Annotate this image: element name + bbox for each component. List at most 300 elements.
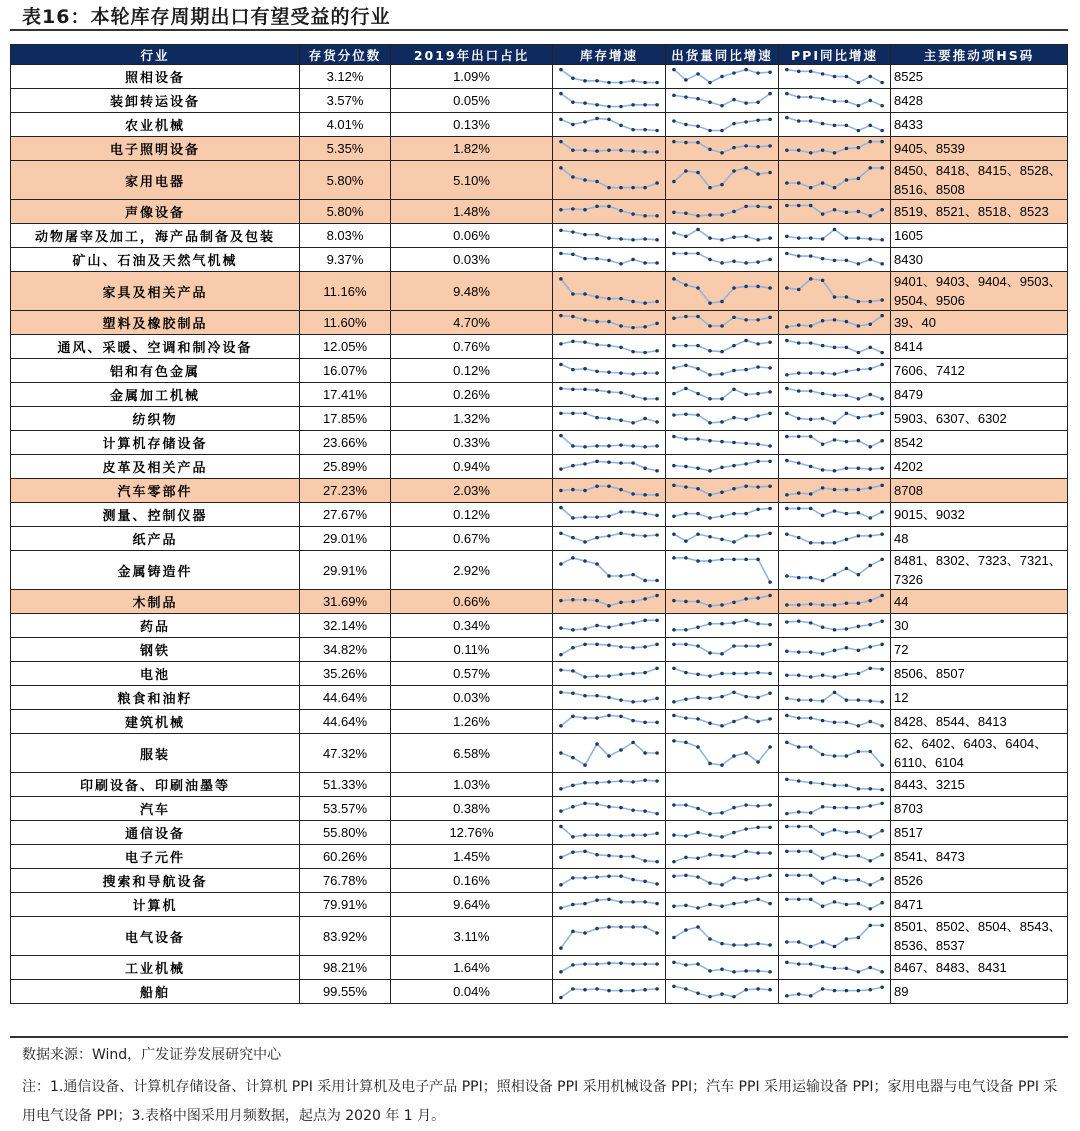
- sparkline-icon: [666, 89, 778, 112]
- table-row: [11, 590, 1068, 614]
- ppi-yoy-sparkline: [779, 200, 891, 224]
- table-row: [11, 137, 1068, 161]
- ppi-yoy-sparkline: [779, 455, 891, 479]
- export-share: 12.76%: [391, 821, 553, 845]
- table-row: [11, 638, 1068, 662]
- industry-name: 照相设备: [11, 65, 300, 89]
- header-industry: 行业: [11, 45, 300, 65]
- table-row: [11, 503, 1068, 527]
- shipment-yoy-sparkline: [666, 455, 779, 479]
- sparkline-icon: [779, 200, 890, 223]
- shipment-yoy-sparkline: [666, 869, 779, 893]
- ppi-yoy-sparkline: [779, 956, 891, 980]
- export-share: 0.03%: [391, 248, 553, 272]
- ppi-yoy-sparkline: [779, 527, 891, 551]
- hs-codes: 8519、8521、8518、8523: [891, 200, 1068, 224]
- export-share: 5.10%: [391, 161, 553, 200]
- shipment-yoy-sparkline: [666, 917, 779, 956]
- export-share: 9.64%: [391, 893, 553, 917]
- sparkline-icon: [779, 527, 890, 550]
- inventory-percentile: 4.01%: [300, 113, 391, 137]
- industry-name: 电子照明设备: [11, 137, 300, 161]
- shipment-yoy-sparkline: [666, 710, 779, 734]
- ppi-yoy-sparkline: [779, 248, 891, 272]
- export-share: 4.70%: [391, 311, 553, 335]
- industry-name: 装卸转运设备: [11, 89, 300, 113]
- sparkline-icon: [553, 527, 665, 550]
- sparkline-icon: [666, 552, 778, 588]
- export-share: 0.04%: [391, 980, 553, 1004]
- ppi-yoy-sparkline: [779, 161, 891, 200]
- header-ppi-yoy: PPI同比增速: [779, 45, 891, 65]
- sparkline-icon: [666, 773, 778, 796]
- sparkline-icon: [553, 65, 665, 88]
- export-share: 1.48%: [391, 200, 553, 224]
- inventory-percentile: 3.57%: [300, 89, 391, 113]
- sparkline-icon: [553, 335, 665, 358]
- hs-codes: 8481、8302、7323、7321、7326: [891, 551, 1068, 590]
- sparkline-icon: [779, 311, 890, 334]
- ppi-yoy-sparkline: [779, 734, 891, 773]
- ppi-yoy-sparkline: [779, 224, 891, 248]
- inventory-growth-sparkline: [553, 662, 666, 686]
- inventory-percentile: 32.14%: [300, 614, 391, 638]
- inventory-percentile: 25.89%: [300, 455, 391, 479]
- export-share: 3.11%: [391, 917, 553, 956]
- shipment-yoy-sparkline: [666, 614, 779, 638]
- ppi-yoy-sparkline: [779, 590, 891, 614]
- sparkline-icon: [779, 335, 890, 358]
- sparkline-icon: [666, 503, 778, 526]
- sparkline-icon: [779, 821, 890, 844]
- hs-codes: 48: [891, 527, 1068, 551]
- inventory-growth-sparkline: [553, 161, 666, 200]
- shipment-yoy-sparkline: [666, 956, 779, 980]
- shipment-yoy-sparkline: [666, 407, 779, 431]
- inventory-growth-sparkline: [553, 89, 666, 113]
- ppi-yoy-sparkline: [779, 662, 891, 686]
- inventory-growth-sparkline: [553, 614, 666, 638]
- hs-codes: 44: [891, 590, 1068, 614]
- shipment-yoy-sparkline: [666, 590, 779, 614]
- sparkline-icon: [553, 918, 665, 954]
- industry-name: 家具及相关产品: [11, 272, 300, 311]
- sparkline-icon: [666, 918, 778, 954]
- industry-name: 木制品: [11, 590, 300, 614]
- inventory-growth-sparkline: [553, 821, 666, 845]
- inventory-percentile: 12.05%: [300, 335, 391, 359]
- sparkline-icon: [666, 311, 778, 334]
- ppi-yoy-sparkline: [779, 272, 891, 311]
- sparkline-icon: [666, 614, 778, 637]
- inventory-growth-sparkline: [553, 113, 666, 137]
- inventory-growth-sparkline: [553, 407, 666, 431]
- table-row: [11, 527, 1068, 551]
- export-share: 1.45%: [391, 845, 553, 869]
- hs-codes: 30: [891, 614, 1068, 638]
- sparkline-icon: [553, 845, 665, 868]
- export-share: 0.34%: [391, 614, 553, 638]
- table-row: [11, 773, 1068, 797]
- table-row: [11, 455, 1068, 479]
- sparkline-icon: [553, 407, 665, 430]
- inventory-percentile: 44.64%: [300, 686, 391, 710]
- inventory-percentile: 27.67%: [300, 503, 391, 527]
- inventory-growth-sparkline: [553, 503, 666, 527]
- ppi-yoy-sparkline: [779, 113, 891, 137]
- inventory-percentile: 76.78%: [300, 869, 391, 893]
- sparkline-icon: [779, 383, 890, 406]
- shipment-yoy-sparkline: [666, 686, 779, 710]
- sparkline-icon: [666, 869, 778, 892]
- sparkline-icon: [666, 686, 778, 709]
- table-row: [11, 479, 1068, 503]
- shipment-yoy-sparkline: [666, 893, 779, 917]
- sparkline-icon: [553, 662, 665, 685]
- table-header-row: [11, 45, 1068, 65]
- table-row: [11, 248, 1068, 272]
- sparkline-icon: [553, 590, 665, 613]
- inventory-percentile: 34.82%: [300, 638, 391, 662]
- hs-codes: 8517: [891, 821, 1068, 845]
- table-row: [11, 845, 1068, 869]
- export-share: 0.12%: [391, 503, 553, 527]
- export-share: 0.05%: [391, 89, 553, 113]
- sparkline-icon: [666, 479, 778, 502]
- sparkline-icon: [779, 893, 890, 916]
- table-row: [11, 407, 1068, 431]
- ppi-yoy-sparkline: [779, 821, 891, 845]
- inventory-percentile: 17.85%: [300, 407, 391, 431]
- shipment-yoy-sparkline: [666, 980, 779, 1004]
- ppi-yoy-sparkline: [779, 503, 891, 527]
- industry-name: 农业机械: [11, 113, 300, 137]
- industry-name: 粮食和油籽: [11, 686, 300, 710]
- inventory-growth-sparkline: [553, 710, 666, 734]
- inventory-growth-sparkline: [553, 383, 666, 407]
- export-share: 6.58%: [391, 734, 553, 773]
- inventory-growth-sparkline: [553, 773, 666, 797]
- industry-name: 印刷设备、印刷油墨等: [11, 773, 300, 797]
- shipment-yoy-sparkline: [666, 89, 779, 113]
- inventory-growth-sparkline: [553, 137, 666, 161]
- sparkline-icon: [779, 162, 890, 198]
- hs-codes: 8428: [891, 89, 1068, 113]
- inventory-percentile: 31.69%: [300, 590, 391, 614]
- sparkline-icon: [553, 113, 665, 136]
- industry-name: 计算机存储设备: [11, 431, 300, 455]
- inventory-growth-sparkline: [553, 956, 666, 980]
- ppi-yoy-sparkline: [779, 797, 891, 821]
- sparkline-icon: [666, 407, 778, 430]
- hs-codes: 9401、9403、9404、9503、9504、9506: [891, 272, 1068, 311]
- export-share: 0.03%: [391, 686, 553, 710]
- hs-codes: 39、40: [891, 311, 1068, 335]
- ppi-yoy-sparkline: [779, 980, 891, 1004]
- shipment-yoy-sparkline: [666, 527, 779, 551]
- inventory-percentile: 53.57%: [300, 797, 391, 821]
- industry-name: 纸产品: [11, 527, 300, 551]
- export-share: 0.38%: [391, 797, 553, 821]
- sparkline-icon: [666, 248, 778, 271]
- shipment-yoy-sparkline: [666, 200, 779, 224]
- ppi-yoy-sparkline: [779, 686, 891, 710]
- inventory-growth-sparkline: [553, 590, 666, 614]
- inventory-percentile: 3.12%: [300, 65, 391, 89]
- export-share: 1.64%: [391, 956, 553, 980]
- ppi-yoy-sparkline: [779, 551, 891, 590]
- industry-name: 电气设备: [11, 917, 300, 956]
- table-row: [11, 359, 1068, 383]
- footer-divider: [10, 1036, 1068, 1038]
- industry-name: 塑料及橡胶制品: [11, 311, 300, 335]
- inventory-growth-sparkline: [553, 980, 666, 1004]
- ppi-yoy-sparkline: [779, 917, 891, 956]
- industry-name: 电池: [11, 662, 300, 686]
- inventory-growth-sparkline: [553, 431, 666, 455]
- sparkline-icon: [666, 383, 778, 406]
- table-row: [11, 893, 1068, 917]
- shipment-yoy-sparkline: [666, 797, 779, 821]
- table-row: [11, 821, 1068, 845]
- sparkline-icon: [666, 224, 778, 247]
- hs-codes: 8542: [891, 431, 1068, 455]
- inventory-percentile: 5.80%: [300, 200, 391, 224]
- sparkline-icon: [779, 407, 890, 430]
- industry-name: 动物屠宰及加工，海产品制备及包装: [11, 224, 300, 248]
- industry-name: 铝和有色金属: [11, 359, 300, 383]
- shipment-yoy-sparkline: [666, 272, 779, 311]
- sparkline-icon: [666, 893, 778, 916]
- sparkline-icon: [666, 137, 778, 160]
- sparkline-icon: [779, 590, 890, 613]
- header-inventory-percentile: 存货分位数: [300, 45, 391, 65]
- sparkline-icon: [779, 137, 890, 160]
- hs-codes: 8525: [891, 65, 1068, 89]
- sparkline-icon: [553, 455, 665, 478]
- shipment-yoy-sparkline: [666, 845, 779, 869]
- sparkline-icon: [553, 137, 665, 160]
- inventory-percentile: 47.32%: [300, 734, 391, 773]
- inventory-growth-sparkline: [553, 869, 666, 893]
- inventory-growth-sparkline: [553, 845, 666, 869]
- table-row: [11, 686, 1068, 710]
- sparkline-icon: [666, 710, 778, 733]
- ppi-yoy-sparkline: [779, 773, 891, 797]
- sparkline-icon: [553, 638, 665, 661]
- inventory-percentile: 27.23%: [300, 479, 391, 503]
- inventory-percentile: 11.60%: [300, 311, 391, 335]
- inventory-percentile: 5.80%: [300, 161, 391, 200]
- inventory-growth-sparkline: [553, 455, 666, 479]
- inventory-percentile: 99.55%: [300, 980, 391, 1004]
- hs-codes: 8501、8502、8504、8543、8536、8537: [891, 917, 1068, 956]
- hs-codes: 4202: [891, 455, 1068, 479]
- export-share: 0.67%: [391, 527, 553, 551]
- shipment-yoy-sparkline: [666, 383, 779, 407]
- sparkline-icon: [666, 590, 778, 613]
- inventory-percentile: 98.21%: [300, 956, 391, 980]
- sparkline-icon: [666, 527, 778, 550]
- inventory-growth-sparkline: [553, 335, 666, 359]
- export-share: 0.06%: [391, 224, 553, 248]
- ppi-yoy-sparkline: [779, 479, 891, 503]
- industry-name: 金属铸造件: [11, 551, 300, 590]
- table-row: [11, 272, 1068, 311]
- sparkline-icon: [779, 359, 890, 382]
- ppi-yoy-sparkline: [779, 638, 891, 662]
- industry-name: 钢铁: [11, 638, 300, 662]
- export-share: 0.26%: [391, 383, 553, 407]
- export-share: 1.03%: [391, 773, 553, 797]
- ppi-yoy-sparkline: [779, 845, 891, 869]
- sparkline-icon: [666, 638, 778, 661]
- industry-name: 搜索和导航设备: [11, 869, 300, 893]
- shipment-yoy-sparkline: [666, 662, 779, 686]
- table-row: [11, 710, 1068, 734]
- header-shipment-yoy: 出货量同比增速: [666, 45, 779, 65]
- table-row: [11, 65, 1068, 89]
- sparkline-icon: [779, 638, 890, 661]
- inventory-growth-sparkline: [553, 272, 666, 311]
- inventory-growth-sparkline: [553, 686, 666, 710]
- sparkline-icon: [779, 956, 890, 979]
- sparkline-icon: [553, 89, 665, 112]
- hs-codes: 72: [891, 638, 1068, 662]
- industry-name: 矿山、石油及天然气机械: [11, 248, 300, 272]
- ppi-yoy-sparkline: [779, 359, 891, 383]
- table-body: [11, 65, 1068, 1004]
- shipment-yoy-sparkline: [666, 431, 779, 455]
- header-inventory-growth: 库存增速: [553, 45, 666, 65]
- sparkline-icon: [553, 383, 665, 406]
- hs-codes: 8526: [891, 869, 1068, 893]
- table-row: [11, 662, 1068, 686]
- shipment-yoy-sparkline: [666, 137, 779, 161]
- export-share: 0.12%: [391, 359, 553, 383]
- sparkline-icon: [553, 273, 665, 309]
- hs-codes: 8471: [891, 893, 1068, 917]
- table-row: [11, 224, 1068, 248]
- inventory-growth-sparkline: [553, 479, 666, 503]
- sparkline-icon: [666, 113, 778, 136]
- inventory-growth-sparkline: [553, 224, 666, 248]
- table-row: [11, 917, 1068, 956]
- table-title: 表16：本轮库存周期出口有望受益的行业: [22, 6, 391, 28]
- inventory-growth-sparkline: [553, 638, 666, 662]
- hs-codes: 8443、3215: [891, 773, 1068, 797]
- table-row: [11, 869, 1068, 893]
- sparkline-icon: [553, 200, 665, 223]
- inventory-growth-sparkline: [553, 893, 666, 917]
- ppi-yoy-sparkline: [779, 431, 891, 455]
- shipment-yoy-sparkline: [666, 638, 779, 662]
- sparkline-icon: [666, 821, 778, 844]
- export-share: 1.09%: [391, 65, 553, 89]
- sparkline-icon: [779, 797, 890, 820]
- shipment-yoy-sparkline: [666, 335, 779, 359]
- hs-codes: 62、6402、6403、6404、6110、6104: [891, 734, 1068, 773]
- table-row: [11, 551, 1068, 590]
- industry-name: 金属加工机械: [11, 383, 300, 407]
- inventory-growth-sparkline: [553, 734, 666, 773]
- sparkline-icon: [666, 162, 778, 198]
- sparkline-icon: [553, 479, 665, 502]
- export-share: 0.11%: [391, 638, 553, 662]
- sparkline-icon: [779, 773, 890, 796]
- sparkline-icon: [553, 552, 665, 588]
- sparkline-icon: [779, 980, 890, 1003]
- sparkline-icon: [666, 335, 778, 358]
- table-row: [11, 89, 1068, 113]
- export-share: 1.32%: [391, 407, 553, 431]
- sparkline-icon: [553, 614, 665, 637]
- sparkline-icon: [666, 431, 778, 454]
- inventory-percentile: 60.26%: [300, 845, 391, 869]
- export-share: 0.33%: [391, 431, 553, 455]
- header-export-share-2019: 2019年出口占比: [391, 45, 553, 65]
- inventory-percentile: 83.92%: [300, 917, 391, 956]
- data-source: 数据来源：Wind，广发证券发展研究中心: [22, 1047, 282, 1063]
- inventory-growth-sparkline: [553, 917, 666, 956]
- shipment-yoy-sparkline: [666, 161, 779, 200]
- inventory-percentile: 5.35%: [300, 137, 391, 161]
- hs-codes: 8428、8544、8413: [891, 710, 1068, 734]
- industry-name: 测量、控制仪器: [11, 503, 300, 527]
- sparkline-icon: [666, 662, 778, 685]
- inventory-growth-sparkline: [553, 311, 666, 335]
- hs-codes: 9405、8539: [891, 137, 1068, 161]
- hs-codes: 8479: [891, 383, 1068, 407]
- hs-codes: 12: [891, 686, 1068, 710]
- ppi-yoy-sparkline: [779, 311, 891, 335]
- header-hs-codes: 主要推动项HS码: [891, 45, 1068, 65]
- shipment-yoy-sparkline: [666, 113, 779, 137]
- table-row: [11, 383, 1068, 407]
- inventory-growth-sparkline: [553, 359, 666, 383]
- hs-codes: 8703: [891, 797, 1068, 821]
- industry-name: 通风、采暖、空调和制冷设备: [11, 335, 300, 359]
- export-share: 0.13%: [391, 113, 553, 137]
- sparkline-icon: [666, 359, 778, 382]
- sparkline-icon: [553, 162, 665, 198]
- inventory-percentile: 79.91%: [300, 893, 391, 917]
- export-share: 2.92%: [391, 551, 553, 590]
- shipment-yoy-sparkline: [666, 734, 779, 773]
- export-share: 0.66%: [391, 590, 553, 614]
- sparkline-icon: [779, 710, 890, 733]
- sparkline-icon: [779, 479, 890, 502]
- table-row: [11, 980, 1068, 1004]
- sparkline-icon: [779, 455, 890, 478]
- sparkline-icon: [779, 918, 890, 954]
- sparkline-icon: [779, 552, 890, 588]
- sparkline-icon: [779, 614, 890, 637]
- industry-name: 皮革及相关产品: [11, 455, 300, 479]
- inventory-percentile: 29.01%: [300, 527, 391, 551]
- shipment-yoy-sparkline: [666, 311, 779, 335]
- shipment-yoy-sparkline: [666, 479, 779, 503]
- sparkline-icon: [553, 773, 665, 796]
- table-row: [11, 956, 1068, 980]
- industry-name: 计算机: [11, 893, 300, 917]
- ppi-yoy-sparkline: [779, 869, 891, 893]
- hs-codes: 5903、6307、6302: [891, 407, 1068, 431]
- hs-codes: 8433: [891, 113, 1068, 137]
- ppi-yoy-sparkline: [779, 383, 891, 407]
- inventory-percentile: 11.16%: [300, 272, 391, 311]
- sparkline-icon: [779, 735, 890, 771]
